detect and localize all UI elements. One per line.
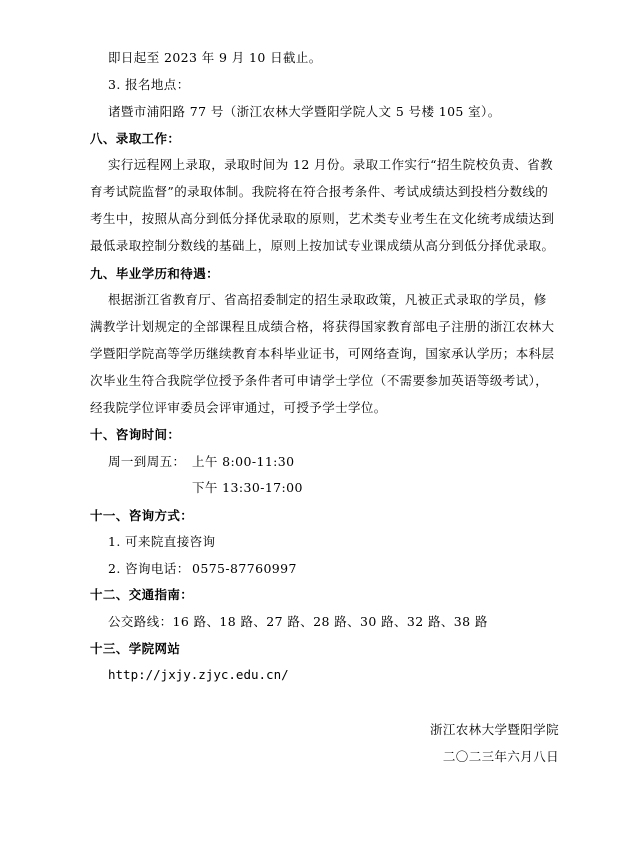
location-label: 3. 报名地点：: [108, 77, 190, 92]
section-9-line: 学暨阳学院高等学历继续教育本科毕业证书，可网络查询，国家承认学历；本科层: [90, 346, 555, 361]
consult-method-2-label: 2. 咨询电话：: [108, 561, 190, 576]
section-9-line: 满教学计划规定的全部课程且成绩合格，将获得国家教育部电子注册的浙江农林大: [90, 319, 555, 334]
consult-phone: 0575-87760997: [192, 561, 297, 576]
location-address: 诸暨市浦阳路 77 号（浙江农林大学暨阳学院人文 5 号楼 105 室）。: [108, 104, 501, 119]
section-9-line: 次毕业生符合我院学位授予条件者可申请学士学位（不需要参加英语等级考试），: [90, 373, 549, 388]
bus-routes: 公交路线：16 路、18 路、27 路、28 路、30 路、32 路、38 路: [108, 614, 488, 629]
section-8-line: 实行远程网上录取，录取时间为 12 月份。录取工作实行“招生院校负责、省教: [108, 157, 554, 172]
section-9-line: 经我院学位评审委员会评审通过，可授予学士学位。: [90, 400, 387, 415]
deadline-text: 即日起至 2023 年 9 月 10 日截止。: [108, 50, 322, 65]
consult-days: 周一到周五：: [108, 454, 186, 469]
section-10-heading: 十、咨询时间：: [90, 427, 181, 442]
section-8-heading: 八、录取工作：: [90, 131, 181, 146]
signature-org: 浙江农林大学暨阳学院: [429, 722, 559, 737]
signature-date: 二〇二三年六月八日: [442, 749, 559, 764]
section-13-heading: 十三、学院网站: [90, 641, 181, 656]
section-9-line: 根据浙江省教育厅、省高招委制定的招生录取政策，凡被正式录取的学员，修: [108, 292, 547, 307]
consult-morning: 上午 8:00-11:30: [192, 454, 295, 469]
section-8-line: 育考试院监督”的录取体制。我院将在符合报考条件、考试成绩达到投档分数线的: [90, 184, 549, 199]
section-8-line: 最低录取控制分数线的基础上，原则上按加试专业课成绩从高分到低分择优录取。: [90, 238, 555, 253]
consult-method-1: 1. 可来院直接咨询: [108, 534, 216, 549]
section-8-line: 考生中，按照从高分到低分择优录取的原则，艺术类专业考生在文化统考成绩达到: [90, 211, 555, 226]
section-9-heading: 九、毕业学历和待遇：: [90, 266, 220, 281]
college-website-link[interactable]: http://jxjy.zjyc.edu.cn/: [108, 667, 289, 682]
consult-afternoon: 下午 13:30-17:00: [192, 480, 303, 495]
section-12-heading: 十二、交通指南：: [90, 587, 194, 602]
section-11-heading: 十一、咨询方式：: [90, 508, 194, 523]
